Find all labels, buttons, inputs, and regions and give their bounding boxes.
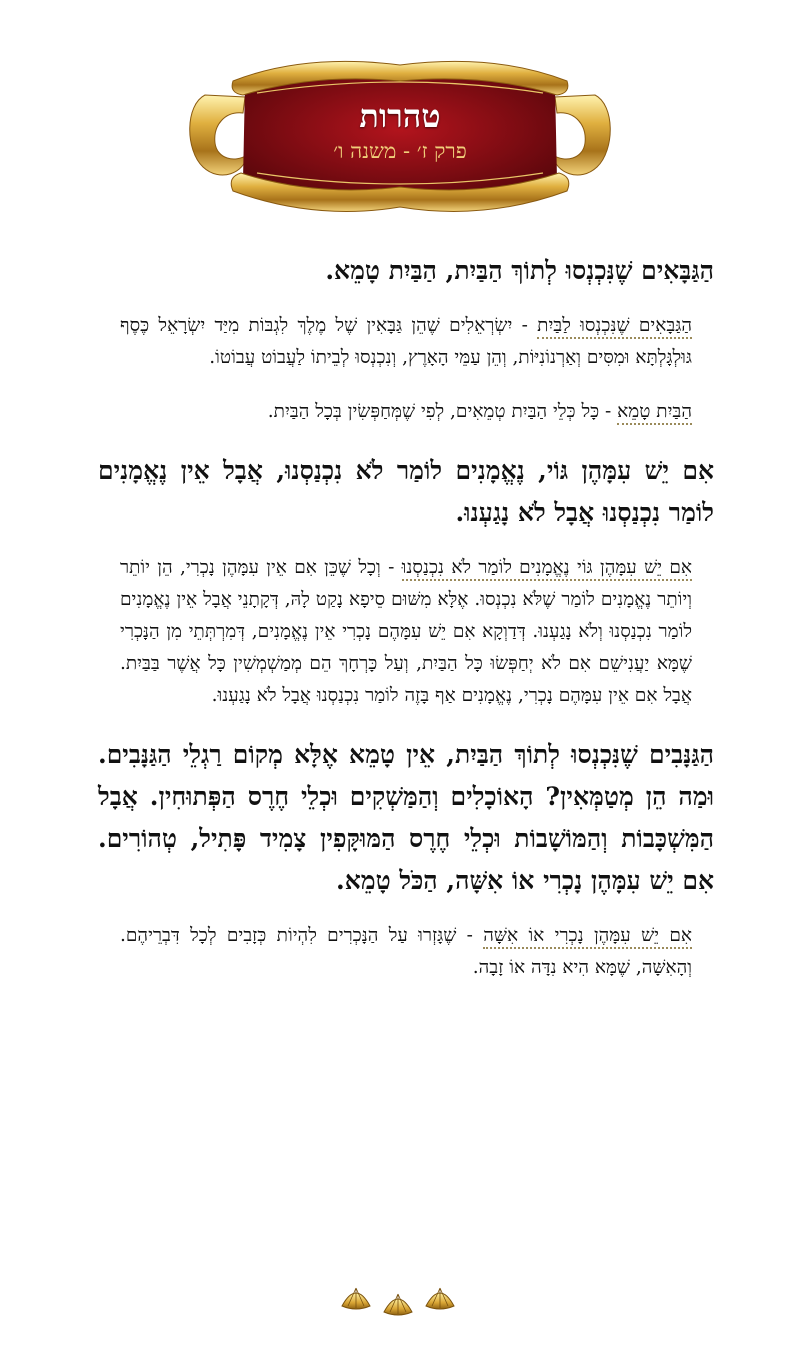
mishna-paragraph: הַגַּנָּבִים שֶׁנִּכְנְסוּ לְתוֹךְ הַבַּיִת, אֵין טָמֵא אֶלָּא מְקוֹם רַגְלֵי הַגַּנָּבִים. וּמַה הֵן מְטַמְּאִין? הָאוֹכָלִים וְהַמַּשְׁקִים וּכְלֵי חֶרֶס הַפְּתוּחִין. אֲבָל הַמִּשְׁכָּבוֹת וְהַמּוֹשָׁבוֹת וּכְלֵי חֶרֶס הַמּוּקָּפִין צָמִיד פָּתִיל, טְהוֹרִים. אִם יֵשׁ עִמָּהֶן נָכְרִי אוֹ אִשָּׁה, הַכֹּל טָמֵא. bbox=[98, 740, 714, 895]
separator: - bbox=[380, 557, 402, 578]
mishna-paragraph: הַגַּבָּאִים שֶׁנִּכְנְסוּ לְתוֹךְ הַבַּיִת, הַבַּיִת טָמֵא. bbox=[325, 256, 714, 285]
explanation-paragraph bbox=[120, 396, 692, 428]
shell-icon bbox=[384, 1294, 412, 1315]
explanation-text: כָּל כְּלֵי הַבַּיִת טְמֵאִים, לְפִי שֶׁמְּחַפְּשִׂין בְּכָל הַבַּיִת. bbox=[267, 401, 600, 422]
separator: - bbox=[512, 315, 538, 336]
dibur-hamatchil: הַגַּבָּאִים שֶׁנִּכְנְסוּ לַבַּיִת bbox=[537, 315, 692, 339]
ribbon-frame-icon bbox=[185, 55, 615, 215]
mishna-paragraph: אִם יֵשׁ עִמָּהֶן גּוֹי, נֶאֱמָנִים לוֹמַר לֹא נִכְנַסְנוּ, אֲבָל אֵין נֶאֱמָנִים לוֹמַר נִכְנַסְנוּ אֲבָל לֹא נָגַעְנוּ. bbox=[98, 456, 714, 527]
explanation-text: שֶׁגָּזְרוּ עַל הַנָּכְרִים לִהְיוֹת כְּזָבִים לְכָל דִּבְרֵיהֶם. וְהָאִשָּׁה, שֶׁמָּא הִיא נִדָּה אוֹ זָבָה. bbox=[120, 925, 692, 978]
explanation-paragraph bbox=[120, 552, 692, 712]
dibur-hamatchil: אִם יֵשׁ עִמָּהֶן גּוֹי נֶאֱמָנִים לוֹמַר לֹא נִכְנַסְנוּ bbox=[402, 557, 692, 581]
explanation-text: יִשְׂרְאֵלִים שֶׁהֵן גַּבָּאִין שֶׁל מֶלֶךְ לִגְבּוֹת מִיַּד יִשְׂרָאֵל כֶּסֶף גּוּלְגָּלְתָּא וּמִסִּים וְאַרְנוֹנִיּוֹת, וְהֵן עַמֵּי הָאָרֶץ, וְנִכְנְסוּ לְבֵיתוֹ לַעֲבוֹט עֲבוֹטוֹ. bbox=[120, 315, 692, 368]
shell-icon bbox=[426, 1288, 454, 1309]
explanation-paragraph bbox=[120, 310, 692, 374]
dibur-hamatchil: אִם יֵשׁ עִמָּהֶן נָכְרִי אוֹ אִשָּׁה bbox=[483, 925, 692, 949]
separator: - bbox=[456, 925, 484, 946]
tractate-title: טהרות bbox=[359, 97, 441, 135]
shell-icon bbox=[342, 1288, 370, 1309]
dibur-hamatchil: הַבַּיִת טָמֵא bbox=[617, 401, 692, 425]
explanation-text: וְכָל שֶׁכֵּן אִם אֵין עִמָּהֶן נָכְרִי, הֵן יוֹתֵר וְיוֹתֵר נֶאֱמָנִים לוֹמַר שֶׁלֹּא נִכְנְסוּ. אֶלָּא מִשּׁוּם סֵיפָא נָקַט לָהּ, דְּקָתָנֵי אֲבָל אֵין נֶאֱמָנִים לוֹמַר נִכְנַסְנוּ וְלֹא נָגַעְנוּ. דְּדַוְקָא אִם יֵשׁ עִמָּהֶם נָכְרִי אֵין נֶאֱמָנִים, דְּמִרְתְּתֵי מִן הַנָּכְרִי שֶׁמָּא יַעֲנִישֵׁם אִם לֹא יְחַפְּשׂוּ כָּל הַבַּיִת, וְעַל כָּרְחָךְ הֵם מְמַשְׁמְשִׁין כָּל אֲשֶׁר בַּבַּיִת. אֲבָל אִם אֵין עִמָּהֶם נָכְרִי, נֶאֱמָנִים אַף בָּזֶה לוֹמַר נִכְנַסְנוּ אֲבָל לֹא נָגַעְנוּ. bbox=[120, 557, 692, 706]
explanation-paragraph bbox=[120, 920, 692, 984]
three-shells-icon bbox=[336, 1282, 466, 1320]
chapter-subtitle: פרק ז׳ - משנה ו׳ bbox=[333, 139, 467, 163]
separator: - bbox=[599, 401, 618, 422]
title-banner bbox=[185, 55, 615, 215]
mishna-document bbox=[98, 250, 714, 1006]
